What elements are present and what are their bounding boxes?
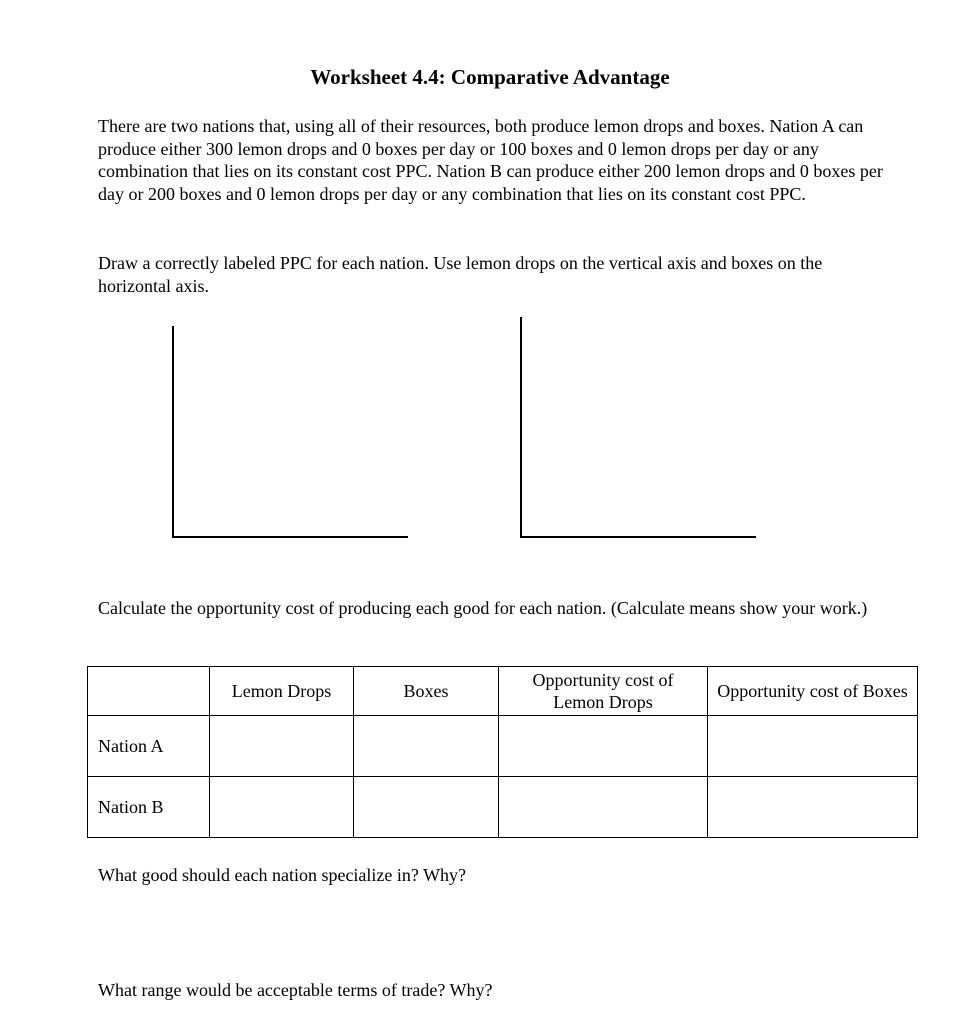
nation-b-horizontal-axis bbox=[520, 536, 756, 538]
calc-instruction: Calculate the opportunity cost of producing each good for each nation. (Calculate means show your work.) bbox=[98, 598, 868, 618]
nation-b-vertical-axis bbox=[520, 317, 522, 538]
nation-a-boxes-cell[interactable] bbox=[354, 716, 499, 777]
question-specialize: What good should each nation specialize in? Why? bbox=[98, 865, 467, 885]
row-label-nation-b: Nation B bbox=[88, 777, 210, 838]
header-cell-blank bbox=[88, 667, 210, 716]
nation-a-vertical-axis bbox=[172, 326, 174, 538]
header-oc-boxes: Opportunity cost of Boxes bbox=[708, 667, 918, 716]
header-oc-lemon-drops: Opportunity cost of Lemon Drops bbox=[499, 667, 708, 716]
opportunity-cost-table bbox=[87, 666, 918, 838]
nation-a-horizontal-axis bbox=[172, 536, 408, 538]
table-row bbox=[88, 716, 918, 777]
question-terms-of-trade: What range would be acceptable terms of trade? Why? bbox=[98, 980, 493, 1000]
nation-b-oc-lemon-drops-cell[interactable] bbox=[499, 777, 708, 838]
header-lemon-drops: Lemon Drops bbox=[210, 667, 354, 716]
nation-a-oc-boxes-cell[interactable] bbox=[708, 716, 918, 777]
header-boxes: Boxes bbox=[354, 667, 499, 716]
nation-b-oc-boxes-cell[interactable] bbox=[708, 777, 918, 838]
nation-a-lemon-drops-cell[interactable] bbox=[210, 716, 354, 777]
nation-a-oc-lemon-drops-cell[interactable] bbox=[499, 716, 708, 777]
row-label-nation-a: Nation A bbox=[88, 716, 210, 777]
table-header-row bbox=[88, 667, 918, 716]
ppc-instruction: Draw a correctly labeled PPC for each nation. Use lemon drops on the vertical axis and boxes on the horizontal axis. bbox=[98, 253, 823, 296]
intro-paragraph: There are two nations that, using all of their resources, both produce lemon drops and boxes. Nation A can produce either 300 lemon drops and 0 boxes per day or 100 boxes and 0 lemon drops per day or any combination that lies on its constant cost PPC. Nation B can produce either 200 lemon drops and 0 boxes per day or 200 boxes and 0 lemon drops per day or any combination that lies on its constant cost PPC. bbox=[98, 116, 883, 204]
nation-b-boxes-cell[interactable] bbox=[354, 777, 499, 838]
nation-b-lemon-drops-cell[interactable] bbox=[210, 777, 354, 838]
table-row bbox=[88, 777, 918, 838]
worksheet-title: Worksheet 4.4: Comparative Advantage bbox=[310, 65, 670, 89]
